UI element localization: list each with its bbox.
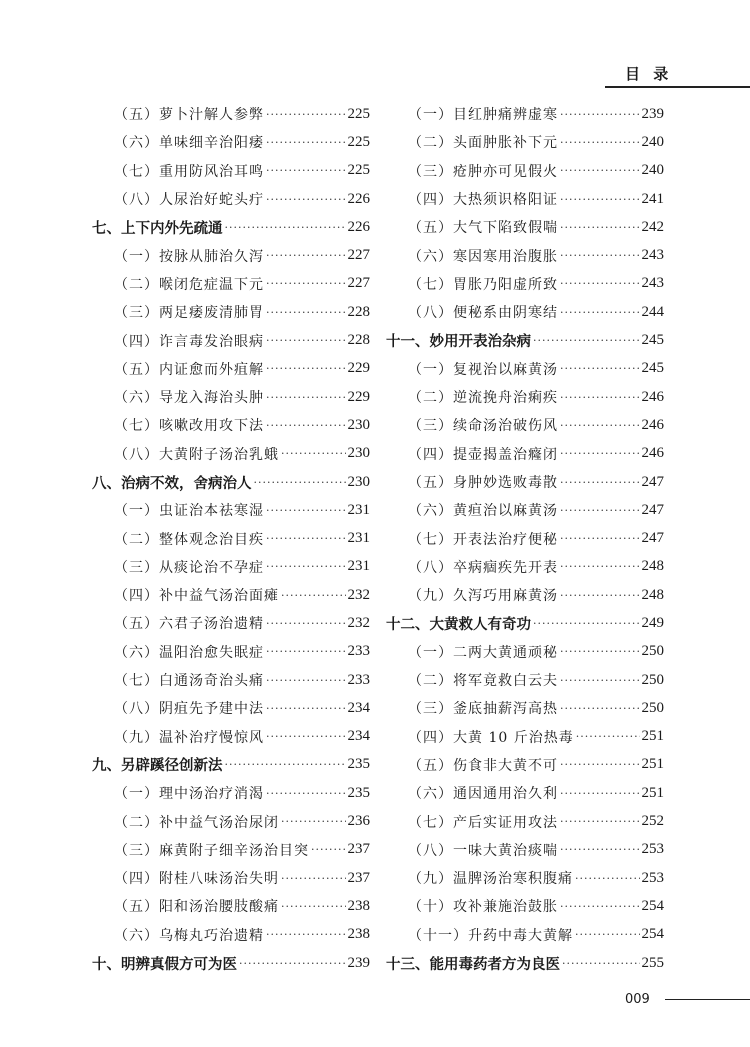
toc-entry-title: （八）一味大黄治痰喘 [408,842,558,859]
toc-entry-title: （七）重用防风治耳鸣 [114,163,264,180]
toc-entry-page: 236 [347,813,370,830]
toc-entry [92,581,370,609]
toc-entry-title: （七）白通汤奇治头痛 [114,673,264,690]
toc-leader-dots [281,872,346,885]
toc-entry-title: （二）将军竟救白云夫 [408,673,558,690]
toc-entry [92,638,370,666]
toc-section-entry [386,326,664,354]
toc-leader-dots [560,674,640,687]
toc-leader-dots [266,730,346,743]
toc-entry-title: （一）虫证治本祛寒湿 [114,503,264,520]
toc-leader-dots [266,787,346,800]
toc-entry-page: 251 [641,728,664,745]
toc-entry [92,864,370,892]
toc-leader-dots [281,815,346,828]
header-rule [605,86,750,88]
toc-leader-dots [225,221,346,234]
toc-entry [386,496,664,524]
toc-entry [92,921,370,949]
toc-entry [92,892,370,920]
toc-entry-page: 243 [641,247,664,264]
toc-entry-page: 226 [347,190,370,207]
toc-entry-title: （三）釜底抽薪泻高热 [408,701,558,718]
toc-entry [386,864,664,892]
toc-right-column [386,100,664,977]
toc-entry [386,892,664,920]
toc-entry-title: （五）内证愈而外疽解 [114,361,264,378]
toc-entry [386,298,664,326]
toc-entry [92,241,370,269]
toc-entry [386,666,664,694]
toc-entry-title: （六）导龙入海治头肿 [114,390,264,407]
toc-entry-page: 230 [347,473,370,490]
toc-entry-page: 225 [347,162,370,179]
toc-entry [386,751,664,779]
toc-entry-page: 228 [347,303,370,320]
toc-leader-dots [560,277,640,290]
toc-entry-title: 十二、大黄救人有奇功 [386,616,531,633]
toc-entry-title: 十三、能用毒药者方为良医 [386,956,560,973]
toc-entry-title: （七）产后实证用攻法 [408,814,558,831]
toc-entry-title: （四）提壶揭盖治癃闭 [408,446,558,463]
toc-entry-page: 239 [347,954,370,971]
toc-entry-page: 232 [347,614,370,631]
toc-entry [92,723,370,751]
toc-entry [92,383,370,411]
toc-leader-dots [560,136,640,149]
toc-entry [386,411,664,439]
toc-leader-dots [576,730,640,743]
toc-entry-title: 九、另辟蹊径创新法 [92,758,223,775]
toc-entry-page: 234 [347,699,370,716]
toc-entry-page: 246 [641,416,664,433]
toc-entry-page: 237 [347,869,370,886]
toc-entry-title: （三）疮肿亦可见假火 [408,163,558,180]
toc-leader-dots [560,362,640,375]
toc-entry [92,496,370,524]
toc-entry-page: 233 [347,671,370,688]
toc-leader-dots [239,957,346,970]
footer-rule [665,999,750,1000]
toc-leader-dots [560,589,640,602]
toc-entry-title: （二）逆流挽舟治痢疾 [408,390,558,407]
toc-entry [92,270,370,298]
toc-entry-title: （五）萝卜汁解人参弊 [114,107,264,124]
toc-leader-dots [575,928,640,941]
toc-entry [386,128,664,156]
toc-entry-page: 225 [347,105,370,122]
toc-leader-dots [560,787,640,800]
toc-leader-dots [560,164,640,177]
toc-entry-page: 233 [347,643,370,660]
toc-leader-dots [266,334,346,347]
toc-entry [92,411,370,439]
toc-entry [386,241,664,269]
toc-entry-page: 245 [641,360,664,377]
toc-entry-page: 254 [641,926,664,943]
toc-entry-page: 246 [641,388,664,405]
toc-entry-page: 250 [641,643,664,660]
toc-entry-title: 十、明辨真假方可为医 [92,956,237,973]
toc-entry-title: （三）麻黄附子细辛汤治目突 [114,842,309,859]
toc-entry-title: （六）单味细辛治阳痿 [114,135,264,152]
toc-entry-title: （一）理中汤治疗消渴 [114,786,264,803]
toc-entry [92,524,370,552]
toc-entry-page: 245 [641,332,664,349]
toc-entry-page: 249 [641,614,664,631]
toc-leader-dots [266,702,346,715]
toc-entry [386,100,664,128]
toc-entry-title: （四）补中益气汤治面瘫 [114,588,279,605]
toc-entry [386,553,664,581]
toc-leader-dots [266,193,346,206]
toc-section-entry [92,213,370,241]
toc-leader-dots [560,221,640,234]
toc-entry-title: （五）伤食非大黄不可 [408,757,558,774]
toc-entry [92,807,370,835]
toc-left-column [92,100,370,977]
toc-entry-page: 235 [347,784,370,801]
toc-entry [92,355,370,383]
toc-entry-title: 十一、妙用开表治杂病 [386,334,531,351]
toc-entry [92,666,370,694]
toc-leader-dots [266,617,346,630]
toc-entry [386,468,664,496]
toc-leader-dots [281,589,346,602]
toc-entry-title: （五）身肿妙选败毒散 [408,475,558,491]
toc-leader-dots [266,419,346,432]
toc-entry-page: 255 [641,954,664,971]
toc-leader-dots [266,249,346,262]
toc-entry-title: （四）大热须识格阳证 [408,192,558,209]
toc-entry-page: 238 [347,897,370,914]
toc-leader-dots [266,391,346,404]
toc-leader-dots [266,560,346,573]
toc-entry [92,609,370,637]
toc-leader-dots [266,504,346,517]
toc-leader-dots [266,645,346,658]
toc-entry-title: （六）寒因寒用治腹胀 [408,248,558,265]
toc-leader-dots [281,447,346,460]
toc-entry-page: 251 [641,756,664,773]
toc-leader-dots [225,758,346,771]
toc-entry-title: （三）续命汤治破伤风 [408,418,558,435]
toc-leader-dots [560,815,640,828]
toc-leader-dots [562,957,640,970]
toc-entry-page: 227 [347,275,370,292]
toc-entry-title: （一）复视治以麻黄汤 [408,361,558,378]
toc-entry-title: （九）温补治疗慢惊风 [114,729,264,746]
toc-entry-title: （八）便秘系由阴寒结 [408,305,558,322]
toc-entry [386,213,664,241]
toc-leader-dots [533,334,640,347]
toc-entry [92,157,370,185]
toc-leader-dots [560,447,640,460]
toc-entry-page: 231 [347,558,370,575]
toc-entry-title: 八、治病不效，舍病治人 [92,475,252,492]
toc-entry-page: 232 [347,586,370,603]
toc-entry-page: 240 [641,162,664,179]
toc-entry-title: （五）六君子汤治遗精 [114,616,264,633]
toc-entry-title: （六）温阳治愈失眠症 [114,644,264,661]
toc-entry [386,779,664,807]
toc-entry [92,100,370,128]
page-number: 009 [625,992,650,1007]
toc-entry [386,807,664,835]
toc-entry-page: 253 [641,841,664,858]
toc-entry [92,128,370,156]
toc-entry-title: （七）咳嗽改用攻下法 [114,418,264,435]
toc-entry-page: 247 [641,473,664,490]
toc-section-entry [92,949,370,977]
toc-entry-page: 250 [641,671,664,688]
toc-leader-dots [560,249,640,262]
toc-leader-dots [560,560,640,573]
toc-entry-title: （六）黄疸治以麻黄汤 [408,503,558,520]
toc-entry-page: 231 [347,501,370,518]
toc-leader-dots [560,843,640,856]
toc-entry-page: 231 [347,530,370,547]
toc-entry-page: 244 [641,303,664,320]
toc-entry-page: 250 [641,699,664,716]
toc-entry-title: （十）攻补兼施治鼓胀 [408,899,558,916]
toc-entry-title: （五）阳和汤治腰肢酸痛 [114,899,279,916]
toc-section-entry [386,949,664,977]
toc-entry [386,355,664,383]
toc-entry [92,298,370,326]
toc-entry-page: 248 [641,586,664,603]
toc-leader-dots [266,362,346,375]
toc-entry-title: （三）从痰论治不孕症 [114,559,264,576]
toc-entry [92,553,370,581]
toc-entry-page: 240 [641,133,664,150]
toc-leader-dots [560,108,640,121]
toc-entry [92,326,370,354]
toc-leader-dots [560,306,640,319]
toc-entry-page: 251 [641,784,664,801]
toc-entry-title: （九）久泻巧用麻黄汤 [408,588,558,605]
toc-entry-page: 239 [641,105,664,122]
toc-entry-page: 230 [347,416,370,433]
toc-leader-dots [560,645,640,658]
toc-leader-dots [266,136,346,149]
running-header-title: 目 录 [625,65,673,83]
toc-entry-page: 229 [347,388,370,405]
toc-entry-page: 225 [347,133,370,150]
toc-entry-title: （五）大气下陷致假喘 [408,220,558,237]
toc-entry [92,694,370,722]
toc-entry-page: 247 [641,530,664,547]
toc-entry-page: 227 [347,247,370,264]
toc-leader-dots [266,928,346,941]
toc-entry [386,185,664,213]
toc-entry-page: 253 [641,869,664,886]
toc-leader-dots [560,900,640,913]
toc-leader-dots [266,164,346,177]
toc-leader-dots [560,758,640,771]
toc-section-entry [92,751,370,779]
toc-entry-title: （七）开表法治疗便秘 [408,531,558,548]
toc-leader-dots [266,532,346,545]
toc-leader-dots [533,617,640,630]
toc-entry-page: 230 [347,445,370,462]
toc-entry-page: 242 [641,218,664,235]
toc-entry-title: （六）乌梅丸巧治遗精 [114,927,264,944]
toc-section-entry [386,609,664,637]
toc-entry [386,440,664,468]
toc-entry-title: 七、上下内外先疏通 [92,220,223,237]
toc-leader-dots [266,108,346,121]
toc-entry-page: 248 [641,558,664,575]
toc-entry-title: （一）目红肿痛辨虚寒 [408,107,558,124]
toc-entry-title: （八）卒病痼疾先开表 [408,559,558,576]
toc-entry-page: 247 [641,501,664,518]
toc-entry [386,524,664,552]
toc-leader-dots [254,476,346,489]
toc-entry-page: 229 [347,360,370,377]
toc-entry-page: 252 [641,813,664,830]
toc-entry-title: （二）头面肿胀补下元 [408,135,558,152]
toc-entry-title: （八）阴疽先予建中法 [114,701,264,718]
toc-leader-dots [560,532,640,545]
toc-entry-page: 228 [347,332,370,349]
toc-entry-title: （十一）升药中毒大黄解 [408,927,573,944]
toc-leader-dots [560,476,640,489]
toc-leader-dots [560,391,640,404]
toc-entry [386,921,664,949]
toc-entry [386,383,664,411]
toc-leader-dots [311,843,346,856]
toc-entry [386,581,664,609]
toc-entry-page: 235 [347,756,370,773]
toc-leader-dots [560,419,640,432]
toc-entry [386,836,664,864]
toc-entry-title: （二）补中益气汤治尿闭 [114,814,279,831]
toc-entry-title: （一）二两大黄通顽秘 [408,644,558,661]
toc-leader-dots [266,306,346,319]
toc-entry [386,694,664,722]
toc-entry-page: 237 [347,841,370,858]
toc-leader-dots [266,674,346,687]
toc-entry-page: 246 [641,445,664,462]
toc-entry-title: （二）喉闭危症温下元 [114,276,264,293]
toc-entry-title: （一）按脉从肺治久泻 [114,248,264,265]
toc-entry-page: 243 [641,275,664,292]
toc-section-entry [92,468,370,496]
toc-leader-dots [575,872,640,885]
toc-entry-title: （四）诈言毒发治眼病 [114,333,264,350]
toc-entry-title: （二）整体观念治目疾 [114,531,264,548]
toc-entry-page: 234 [347,728,370,745]
toc-entry [92,185,370,213]
toc-entry-title: （八）人尿治好蛇头疔 [114,192,264,209]
toc-entry-title: （六）通因通用治久利 [408,786,558,803]
toc-leader-dots [266,277,346,290]
toc-entry-title: （七）胃胀乃阳虚所致 [408,276,558,293]
toc-entry [92,779,370,807]
toc-entry-title: （九）温脾汤治寒积腹痛 [408,871,573,888]
toc-entry [386,270,664,298]
toc-leader-dots [281,900,346,913]
toc-entry [386,157,664,185]
toc-entry-page: 238 [347,926,370,943]
toc-entry-title: （三）两足痿废清肺胃 [114,305,264,322]
toc-entry-page: 226 [347,218,370,235]
toc-leader-dots [560,504,640,517]
toc-entry-title: （八）大黄附子汤治乳蛾 [114,446,279,463]
toc-leader-dots [560,193,640,206]
toc-entry-page: 241 [641,190,664,207]
toc-entry-page: 254 [641,897,664,914]
toc-entry-title: （四）附桂八味汤治失明 [114,871,279,888]
toc-entry [386,638,664,666]
toc-entry [386,723,664,751]
toc-entry [92,440,370,468]
toc-leader-dots [560,702,640,715]
toc-entry-title: （四）大黄 10 斤治热毒 [408,729,574,746]
toc-entry [92,836,370,864]
